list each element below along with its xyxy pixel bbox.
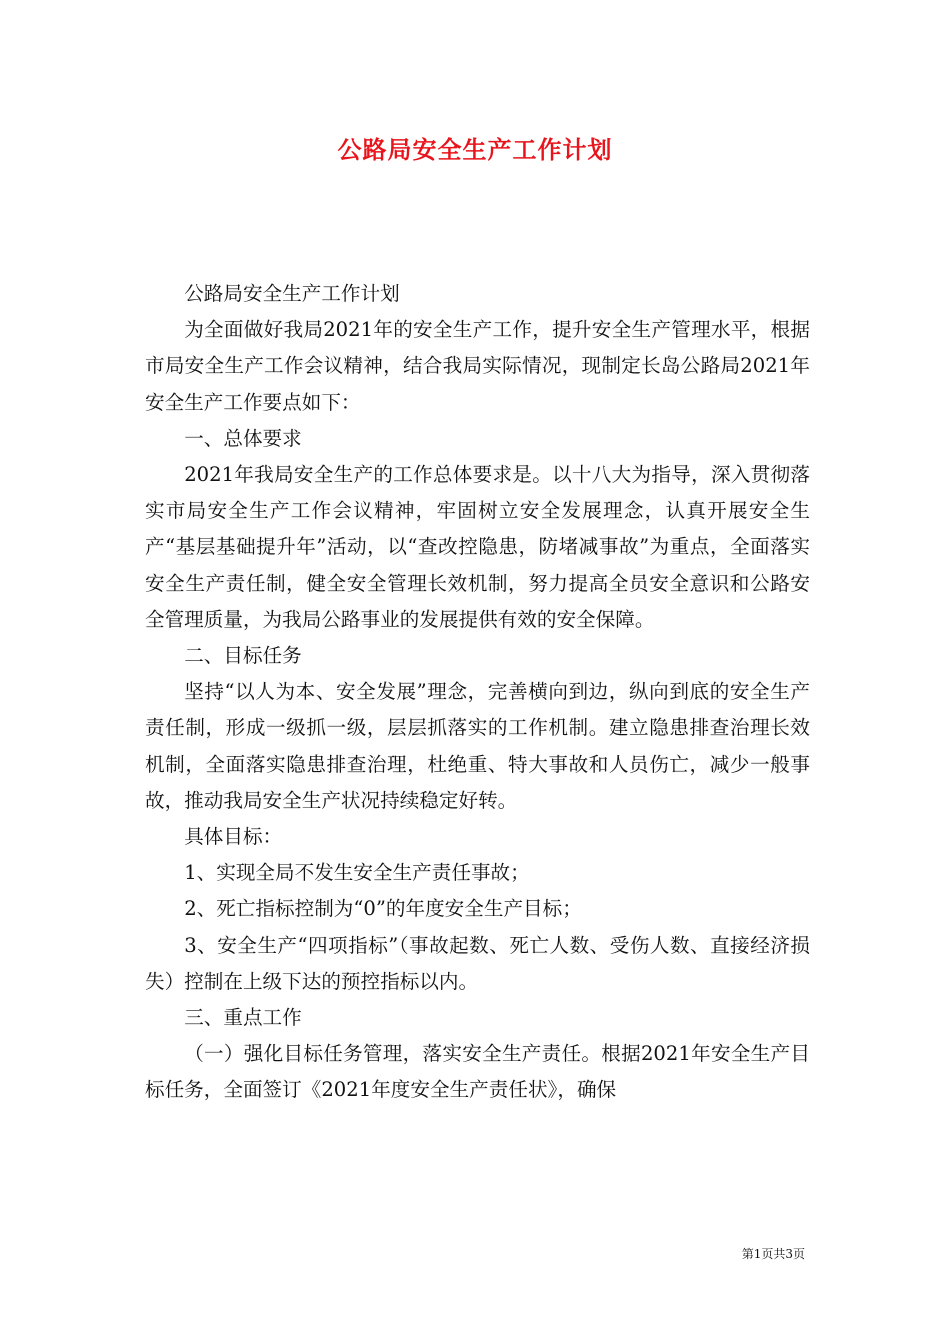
section-heading-goals: 二、目标任务 <box>184 644 302 668</box>
paragraph-intro: 为全面做好我局2021年的安全生产工作，提升安全生产管理水平，根据市局安全生产工作会议精神，结合我局实际情况，现制定长岛公路局2021年安全生产工作要点如下： <box>145 318 810 414</box>
paragraph-specific-goals-label: 具体目标： <box>184 825 283 849</box>
page-number: 第1页共3页 <box>741 1247 805 1261</box>
paragraph-overall-requirements: 2021年我局安全生产的工作总体要求是。以十八大为指导，深入贯彻落实市局安全生产工作会议精神，牢固树立安全发展理念，认真开展安全生产“基层基础提升年”活动，以“查改控隐患，防堵减事故”为重点，全面落实安全生产责任制，健全安全管理长效机制，努力提高全员安全意识和公路安全管理质量，为我局公路事业的发展提供有效的安全保障。 <box>145 463 810 631</box>
document-title: 公路局安全生产工作计划 <box>337 135 613 164</box>
document-body <box>145 276 810 1109</box>
section-heading-key-work: 三、重点工作 <box>184 1006 302 1030</box>
list-item-goal-2: 2、死亡指标控制为“0”的年度安全生产目标； <box>184 897 582 921</box>
paragraph-heading: 公路局安全生产工作计划 <box>184 282 400 305</box>
section-heading-overall-requirements: 一、总体要求 <box>184 426 302 450</box>
list-item-goal-1: 1、实现全局不发生安全生产责任事故； <box>184 861 530 885</box>
paragraph-goals: 坚持“以人为本、安全发展”理念，完善横向到边，纵向到底的安全生产责任制，形成一级抓一级，层层抓落实的工作机制。建立隐患排查治理长效机制，全面落实隐患排查治理，杜绝重、特大事故和人员伤亡，减少一般事故，推动我局安全生产状况持续稳定好转。 <box>145 680 810 812</box>
list-item-goal-3: 3、安全生产“四项指标”（事故起数、死亡人数、受伤人数、直接经济损失）控制在上级下达的预控指标以内。 <box>145 933 810 993</box>
paragraph-key-work-1: （一）强化目标任务管理，落实安全生产责任。根据2021年安全生产目标任务，全面签订《2021年度安全生产责任状》，确保 <box>145 1042 810 1102</box>
